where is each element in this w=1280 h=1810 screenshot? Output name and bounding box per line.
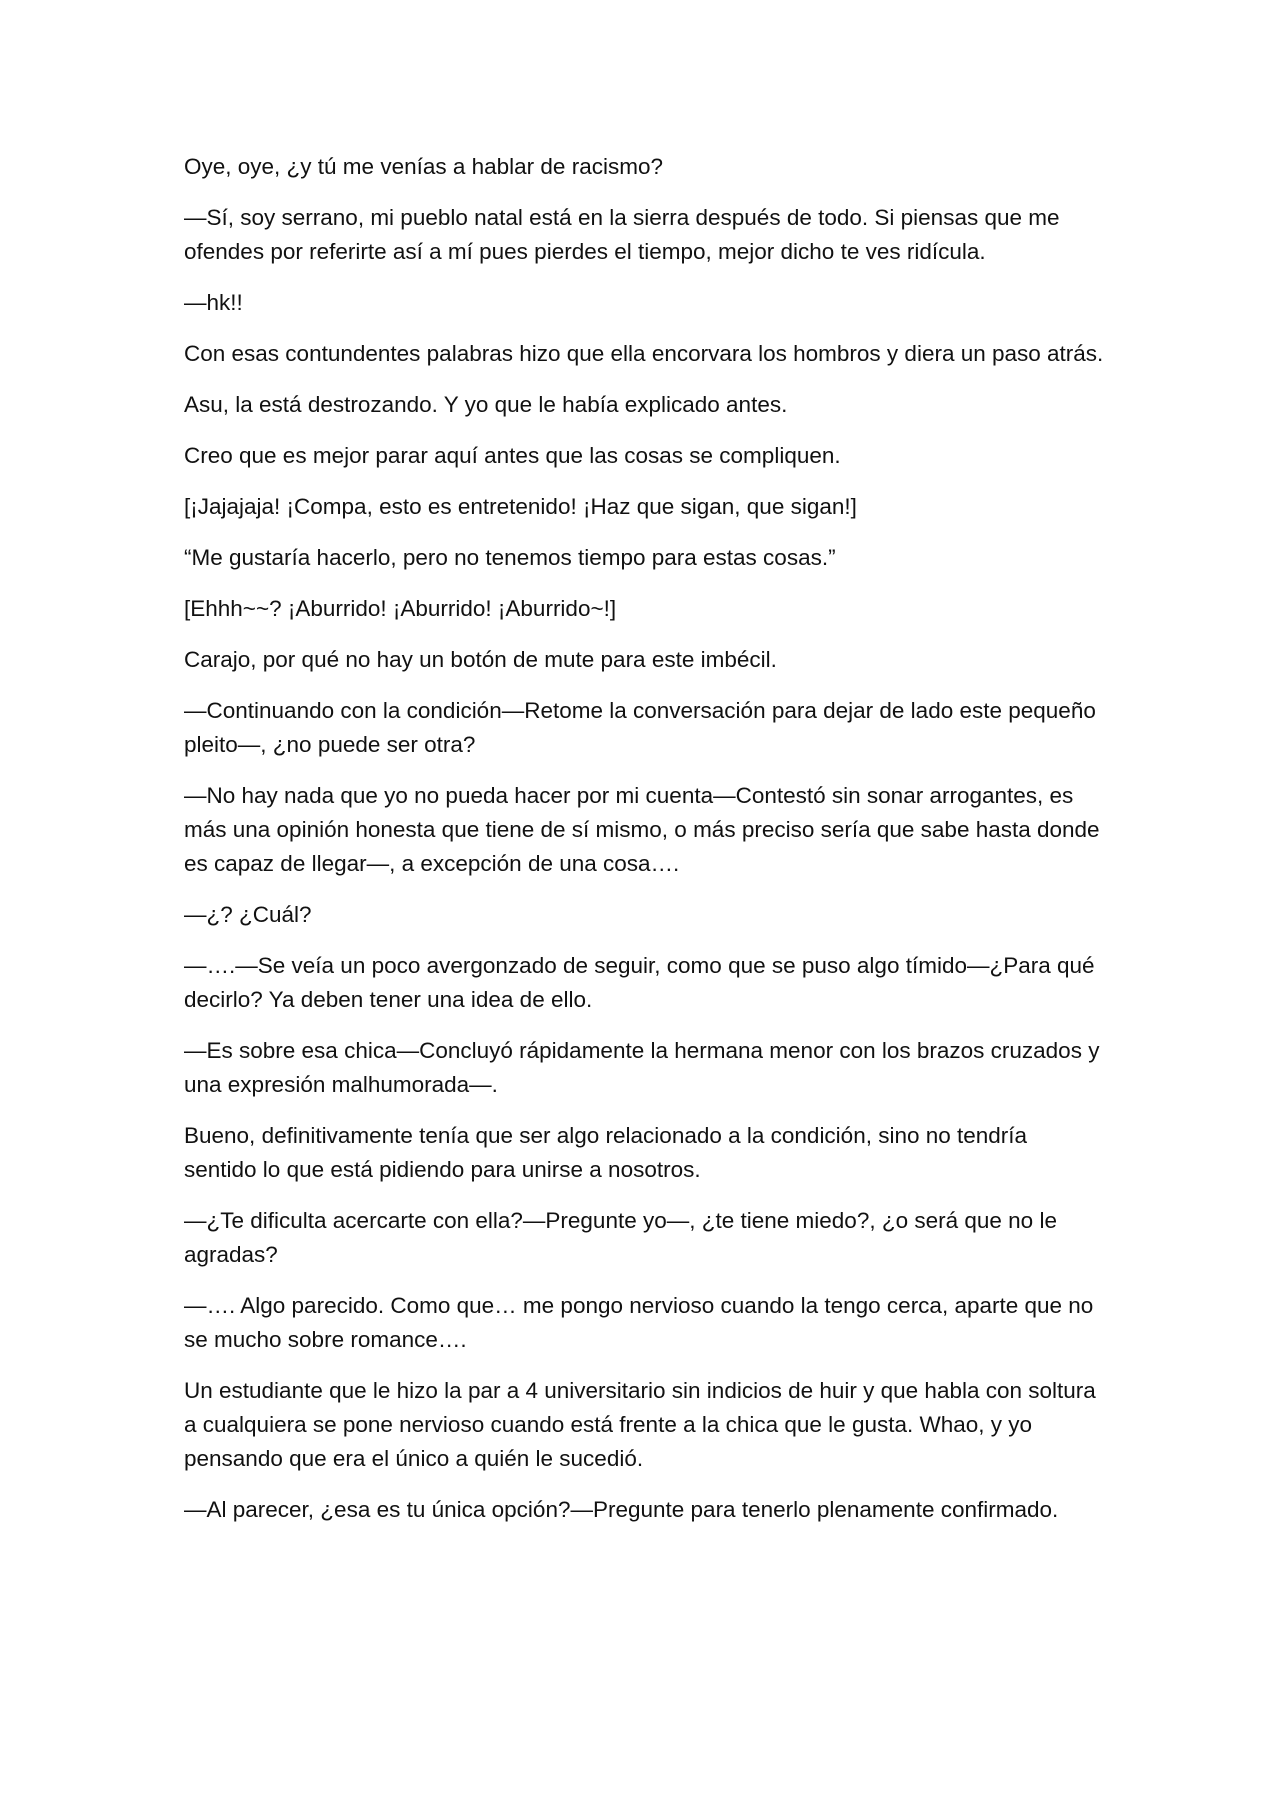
paragraph: Carajo, por qué no hay un botón de mute para este imbécil. xyxy=(184,647,777,672)
paragraph: Bueno, definitivamente tenía que ser algo relacionado a la condición, sino no tendría sentido lo que está pidiendo para unirse a nosotros. xyxy=(184,1123,1028,1182)
paragraph: Con esas contundentes palabras hizo que ella encorvara los hombros y diera un paso atrás. xyxy=(184,341,1104,366)
paragraph: Oye, oye, ¿y tú me venías a hablar de racismo? xyxy=(184,154,663,179)
paragraph: —hk!! xyxy=(184,290,243,315)
document-page xyxy=(184,150,1104,1544)
paragraph: —¿? ¿Cuál? xyxy=(184,902,312,927)
paragraph: Asu, la está destrozando. Y yo que le había explicado antes. xyxy=(184,392,788,417)
paragraph: [¡Jajajaja! ¡Compa, esto es entretenido! ¡Haz que sigan, que sigan!] xyxy=(184,494,857,519)
paragraph: —No hay nada que yo no pueda hacer por mi cuenta—Contestó sin sonar arrogantes, es más una opinión honesta que tiene de sí mismo, o más preciso sería que sabe hasta donde es capaz de llegar—, a excepción de una cosa…. xyxy=(184,783,1100,876)
paragraph: Creo que es mejor parar aquí antes que las cosas se compliquen. xyxy=(184,443,841,468)
paragraph: “Me gustaría hacerlo, pero no tenemos tiempo para estas cosas.” xyxy=(184,545,836,570)
paragraph: Un estudiante que le hizo la par a 4 universitario sin indicios de huir y que habla con soltura a cualquiera se pone nervioso cuando está frente a la chica que le gusta. Whao, y yo pensando que era el único a quién le sucedió. xyxy=(184,1378,1096,1471)
paragraph: —…. Algo parecido. Como que… me pongo nervioso cuando la tengo cerca, aparte que no se mucho sobre romance…. xyxy=(184,1293,1094,1352)
paragraph: —Es sobre esa chica—Concluyó rápidamente la hermana menor con los brazos cruzados y una expresión malhumorada—. xyxy=(184,1038,1100,1097)
paragraph: —Sí, soy serrano, mi pueblo natal está en la sierra después de todo. Si piensas que me ofendes por referirte así a mí pues pierdes el tiempo, mejor dicho te ves ridícula. xyxy=(184,205,1060,264)
paragraph: —Continuando con la condición—Retome la conversación para dejar de lado este pequeño pleito—, ¿no puede ser otra? xyxy=(184,698,1096,757)
paragraph: —Al parecer, ¿esa es tu única opción?—Pregunte para tenerlo plenamente confirmado. xyxy=(184,1497,1059,1522)
paragraph: —….—Se veía un poco avergonzado de seguir, como que se puso algo tímido—¿Para qué decirlo? Ya deben tener una idea de ello. xyxy=(184,953,1095,1012)
paragraph: —¿Te dificulta acercarte con ella?—Pregunte yo—, ¿te tiene miedo?, ¿o será que no le agradas? xyxy=(184,1208,1057,1267)
paragraph: [Ehhh~~? ¡Aburrido! ¡Aburrido! ¡Aburrido~!] xyxy=(184,596,617,621)
